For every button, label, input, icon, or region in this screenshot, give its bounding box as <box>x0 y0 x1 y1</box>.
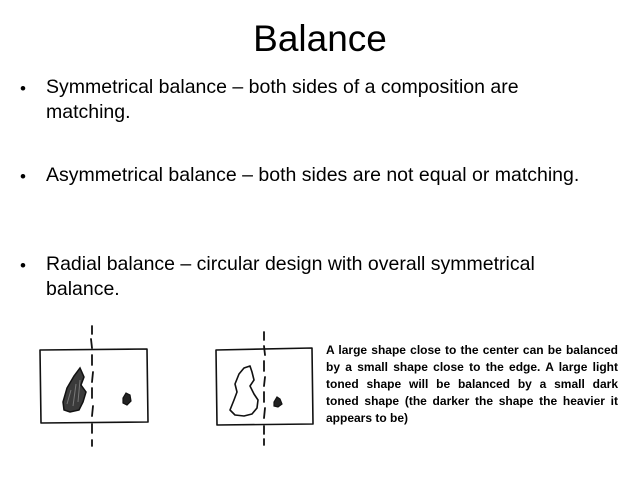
bullet-text: Symmetrical balance – both sides of a composition are matching. <box>46 76 519 123</box>
bullet-dot: • <box>20 256 26 275</box>
center-axis <box>264 332 265 445</box>
large-dark-shape <box>63 368 86 412</box>
slide-title: Balance <box>253 18 387 59</box>
bullet-text: Radial balance – circular design with overall symmetrical balance. <box>46 253 535 300</box>
sketch-light-shape-balance <box>208 328 320 450</box>
bullet-dot: • <box>20 79 26 98</box>
large-light-shape <box>230 366 258 416</box>
sketch-dark-shape-balance <box>34 322 154 452</box>
small-dark-shape <box>123 393 131 405</box>
center-axis <box>91 326 93 446</box>
balance-caption: A large shape close to the center can be balanced by a small shape close to the edge. A large light toned shape will be balanced by a small dark toned shape (the darker the shape the heavier it appears to be) <box>326 343 618 425</box>
small-dark-shape <box>274 397 282 407</box>
bullet-dot: • <box>20 167 26 186</box>
frame-outline <box>40 349 148 423</box>
bullet-text: Asymmetrical balance – both sides are not equal or matching. <box>46 164 580 186</box>
